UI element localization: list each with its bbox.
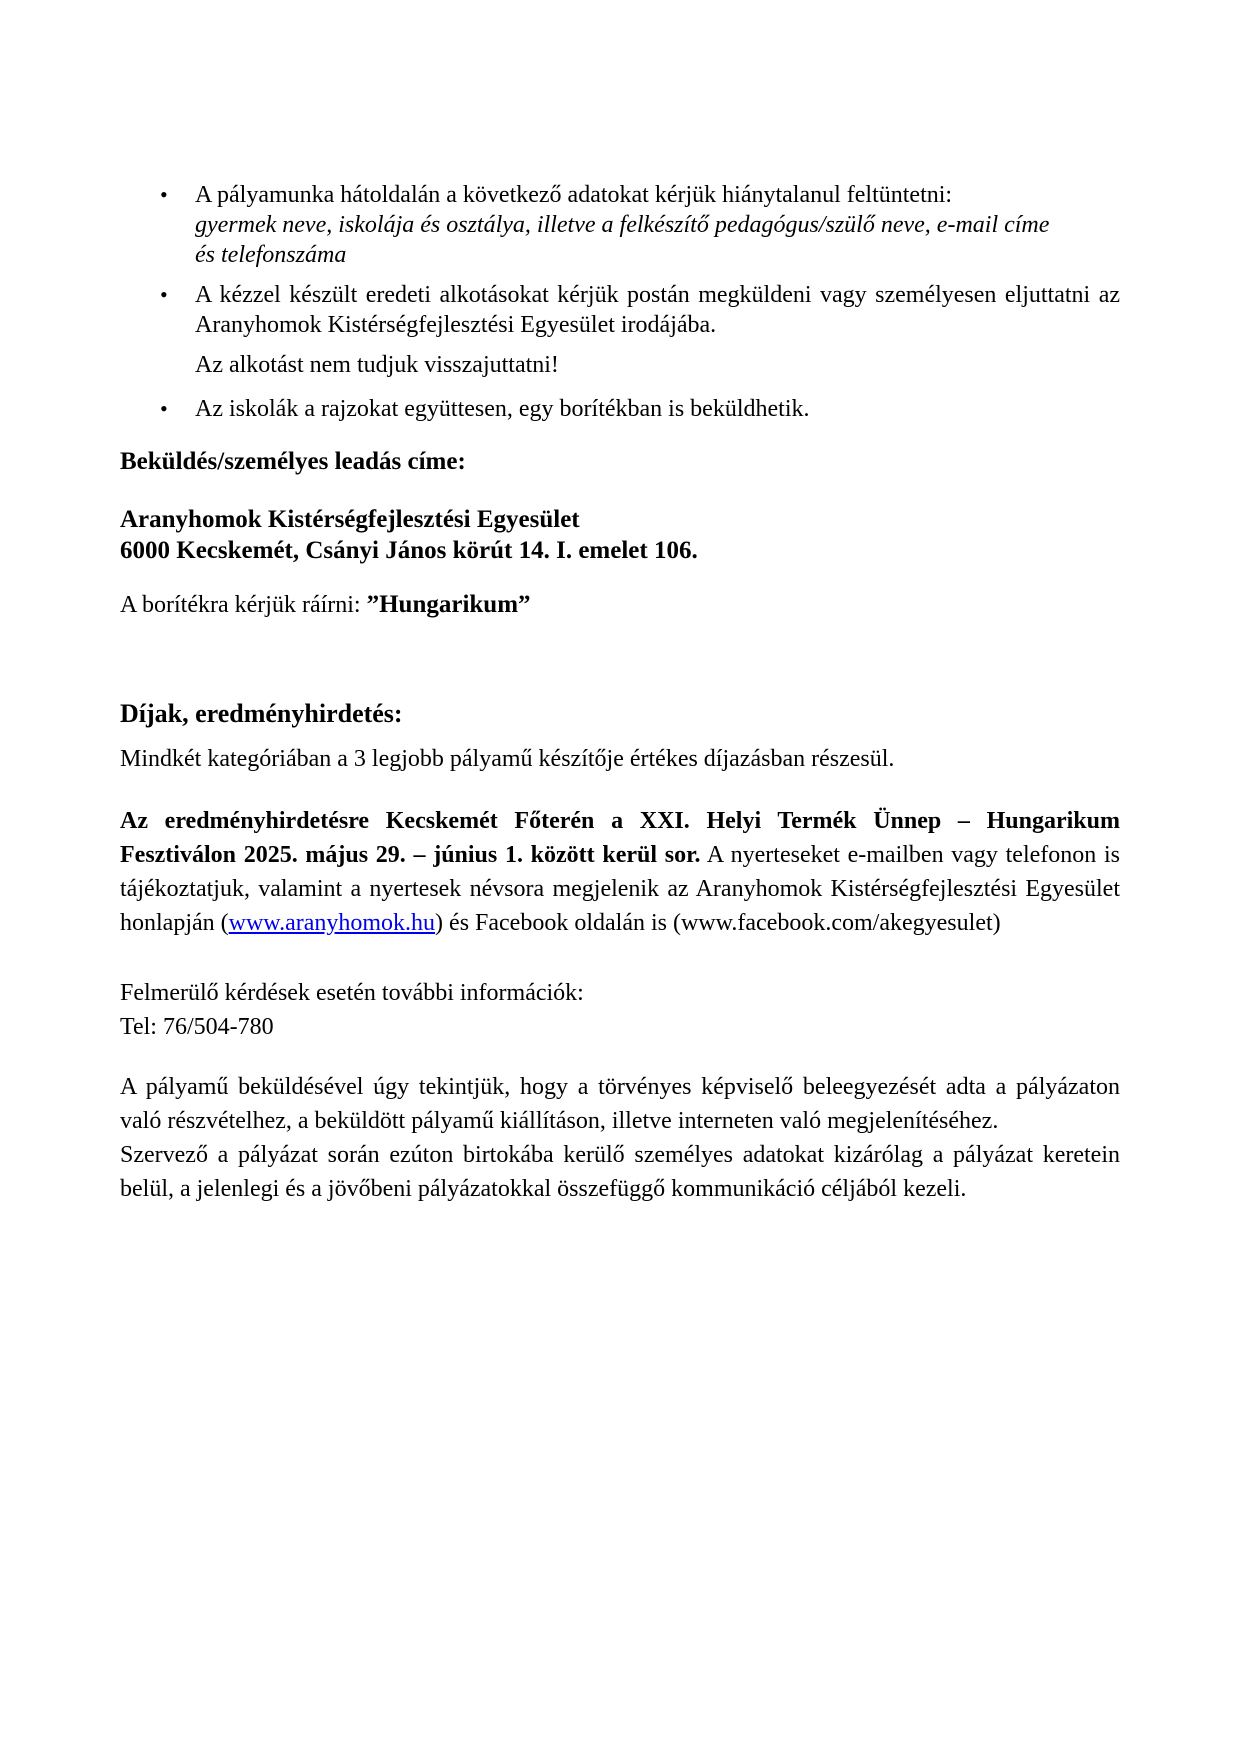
envelope-instruction-text: A borítékra kérjük ráírni:: [120, 592, 367, 618]
bullet-icon: •: [160, 396, 168, 421]
organization-block: [120, 504, 1120, 566]
announcement-text-part1: A nyerteseket e-mailben vagy telefonon is tájékoztatjuk, valamint a nyertesek névsora megjelenik az Aranyhomok Kistérségfejlesztési Egyesület honlapján (: [120, 842, 1120, 936]
bullet-detail-line1: gyermek neve, iskolája és osztálya, illetve a felkészítő pedagógus/szülő neve, e-mail címe: [195, 212, 1050, 238]
bullet-icon: •: [160, 182, 168, 207]
bullet-icon: •: [160, 282, 168, 307]
bullet-detail-line2: és telefonszáma: [195, 242, 347, 268]
envelope-instruction: [120, 590, 1120, 620]
envelope-label-text: ”Hungarikum”: [366, 591, 531, 618]
legal-paragraph-consent: A pályamű beküldésével úgy tekintjük, hogy a törvényes képviselő beleegyezését adta a pályázaton való részvételhez, a beküldött pályamű kiállításon, illetve interneten való megjelenítéséhez.: [120, 1074, 1120, 1134]
contact-questions-text: Felmerülő kérdések esetén további információk:: [120, 980, 584, 1006]
announcement-bold-text: Az eredményhirdetésre Kecskemét Főterén a XXI. Helyi Termék Ünnep – Hungarikum Fesztiválon 2025. május 29. – június 1. között kerül sor.: [120, 808, 1120, 868]
contact-phone: Tel: 76/504-780: [120, 1014, 274, 1040]
legal-block: [120, 1070, 1120, 1206]
contact-block: [120, 976, 1120, 1044]
bullet-item-schools: [120, 394, 1120, 424]
bullet-lead-text: A pályamunka hátoldalán a következő adatokat kérjük hiánytalanul feltüntetni:: [195, 182, 953, 208]
bullet-list: [120, 180, 1120, 424]
legal-paragraph-privacy: Szervező a pályázat során ezúton birtokába kerülő személyes adatokat kizárólag a pályázat keretein belül, a jelenlegi és a jövőbeni pályázatokkal összefüggő kommunikáció céljából kezeli.: [120, 1142, 1120, 1202]
bullet-item-content: A kézzel készült eredeti alkotásokat kérjük postán megküldeni vagy személyesen eljuttatni az Aranyhomok Kistérségfejlesztési Egyesület irodájába.: [195, 282, 1120, 338]
note-no-return: Az alkotást nem tudjuk visszajuttatni!: [195, 352, 559, 378]
awards-announcement-paragraph: [120, 804, 1120, 940]
awards-heading: Díjak, eredményhirdetés:: [120, 699, 403, 728]
aranyhomok-website-link[interactable]: www.aranyhomok.hu: [228, 910, 436, 936]
bullet-item-content: Az iskolák a rajzokat együttesen, egy borítékban is beküldhetik.: [195, 396, 810, 422]
bullet-item-mailing: [120, 280, 1120, 340]
bullet-item-content: [195, 180, 1120, 270]
submission-heading: Beküldés/személyes leadás címe:: [120, 448, 466, 475]
organization-name: Aranyhomok Kistérségfejlesztési Egyesület: [120, 506, 580, 533]
awards-intro: Mindkét kategóriában a 3 legjobb pályamű készítője értékes díjazásban részesül.: [120, 746, 895, 772]
announcement-text-part2: ) és Facebook oldalán is (www.facebook.com/akegyesulet): [435, 910, 1001, 936]
organization-address: 6000 Kecskemét, Csányi János körút 14. I. emelet 106.: [120, 537, 698, 564]
bullet-item-artwork-data: [120, 180, 1120, 270]
